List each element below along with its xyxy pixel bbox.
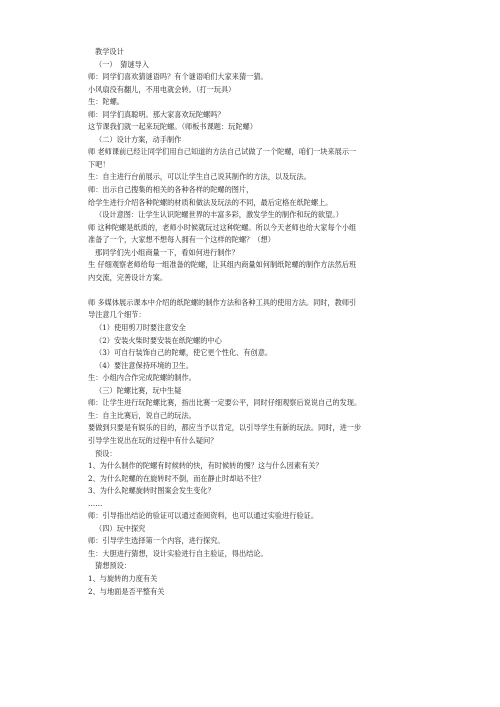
text-line: 预设： bbox=[95, 448, 117, 458]
text-line: 生：陀螺。 bbox=[88, 97, 124, 107]
text-line: 小风扇没有翻儿，不用电就会转。（打一玩具） bbox=[88, 84, 236, 94]
text-line: （二）设计方案，动手制作 bbox=[95, 134, 182, 144]
text-line: 师：引导学生选择第一个内容，进行探究。 bbox=[88, 536, 225, 546]
blank-line bbox=[88, 284, 414, 297]
text-line: （1）使用剪刀时要注意安全 bbox=[95, 323, 186, 333]
text-line: 3、为什么陀螺旋转时图案会发生变化？ bbox=[88, 486, 215, 496]
text-line: 师 这种陀螺是纸质的，老师小时候就玩过这种陀螺。所以今天老师也给大家每个小组 bbox=[88, 222, 357, 232]
text-line: （设计意图：让学生认识陀螺世界的丰富多彩，激发学生的制作和玩的欲望。） bbox=[95, 210, 343, 220]
text-line: 师 多媒体展示课本中介绍的纸陀螺的制作方法和各种工具的使用方法。同时，教师引 bbox=[88, 297, 357, 307]
text-line: 师：同学们喜欢猜谜语吗？有个谜语咱们大家来猜一猜。 bbox=[88, 72, 268, 82]
text-line: 猜想预设： bbox=[95, 561, 131, 571]
text-line: 生 仔细观察老师给每一组准备的陀螺，让其组内商量如何制纸陀螺的制作方法然后班 bbox=[88, 260, 357, 270]
text-line: （4）要注意保持环境的卫生。 bbox=[95, 360, 194, 370]
text-line: 那同学们先小组商量一下，看如何进行制作？ bbox=[95, 247, 239, 257]
text-line: （2）安装火柴时要安装在纸陀螺的中心 bbox=[95, 335, 222, 345]
text-line: 师：同学们真聪明。那大家喜欢玩陀螺吗？ bbox=[88, 109, 225, 119]
text-line: 生：自主比赛后，说自己的玩法。 bbox=[88, 410, 196, 420]
text-line: 师 老师课前已经让同学们用自己知道的方法自己试做了一个陀螺，咱们一块来展示一 bbox=[88, 147, 357, 157]
document-body bbox=[88, 46, 414, 598]
text-line: 师：出示自己搜集的相关的各种各样的陀螺的图片， bbox=[88, 185, 254, 195]
text-line: 下吧！ bbox=[88, 159, 110, 169]
text-line: 1、与旋转的力度有关 bbox=[88, 573, 158, 583]
text-line: （一） 猜谜导入 bbox=[95, 59, 149, 69]
text-line: 引导学生说出在玩的过程中有什么疑问？ bbox=[88, 435, 218, 445]
text-line: （三）陀螺比赛，玩中生疑 bbox=[95, 385, 182, 395]
text-line: 2、为什么陀螺的在旋转时不倒，而在静止时却站不住？ bbox=[88, 473, 266, 483]
text-line: 生：大胆进行猜想，设计实验进行自主验证，得出结论。 bbox=[88, 548, 268, 558]
text-line: …… bbox=[88, 498, 103, 508]
text-line: 内交流，完善设计方案。 bbox=[88, 272, 168, 282]
text-line: 1、为什么制作的陀螺有时候转的快，有时候转的慢？这与什么因素有关？ bbox=[88, 461, 323, 471]
text-line: 师：让学生进行玩陀螺比赛，指出比赛一定要公平，同时仔细观察后说说自己的发现。 bbox=[88, 398, 362, 408]
text-line: 这节课我们就一起来玩陀螺。（师板书课题：玩陀螺） bbox=[88, 122, 257, 132]
text-line: 2、与地面是否平整有关 bbox=[88, 586, 165, 596]
text-line: 给学生进行介绍各种陀螺的材质和做法及玩法的不同，最后定格在纸陀螺上。 bbox=[88, 197, 333, 207]
text-line: 生：自主进行台前展示，可以让学生自己说其制作的方法，以及玩法。 bbox=[88, 172, 311, 182]
text-line: 准备了一个，大家想不想每人拥有一个这样的陀螺？（想） bbox=[88, 235, 275, 245]
text-line: 生：小组内合作完成陀螺的制作。 bbox=[88, 373, 196, 383]
text-line: 导注意几个细节： bbox=[88, 310, 146, 320]
document-lines bbox=[88, 59, 414, 599]
text-line: （3）可自行装饰自己的陀螺，使它更个性化、有创意。 bbox=[95, 348, 273, 358]
document-title: 教学设计 bbox=[95, 47, 124, 56]
text-line: 师：引导指出结论的验证可以通过查阅资料，也可以通过实验进行验证。 bbox=[88, 511, 319, 521]
text-line: （四）玩中探究 bbox=[95, 523, 146, 533]
text-line: 要做到只要是有娱乐的目的，都应当予以肯定，以引导学生有新的玩法。同时，进一步 bbox=[88, 423, 362, 433]
